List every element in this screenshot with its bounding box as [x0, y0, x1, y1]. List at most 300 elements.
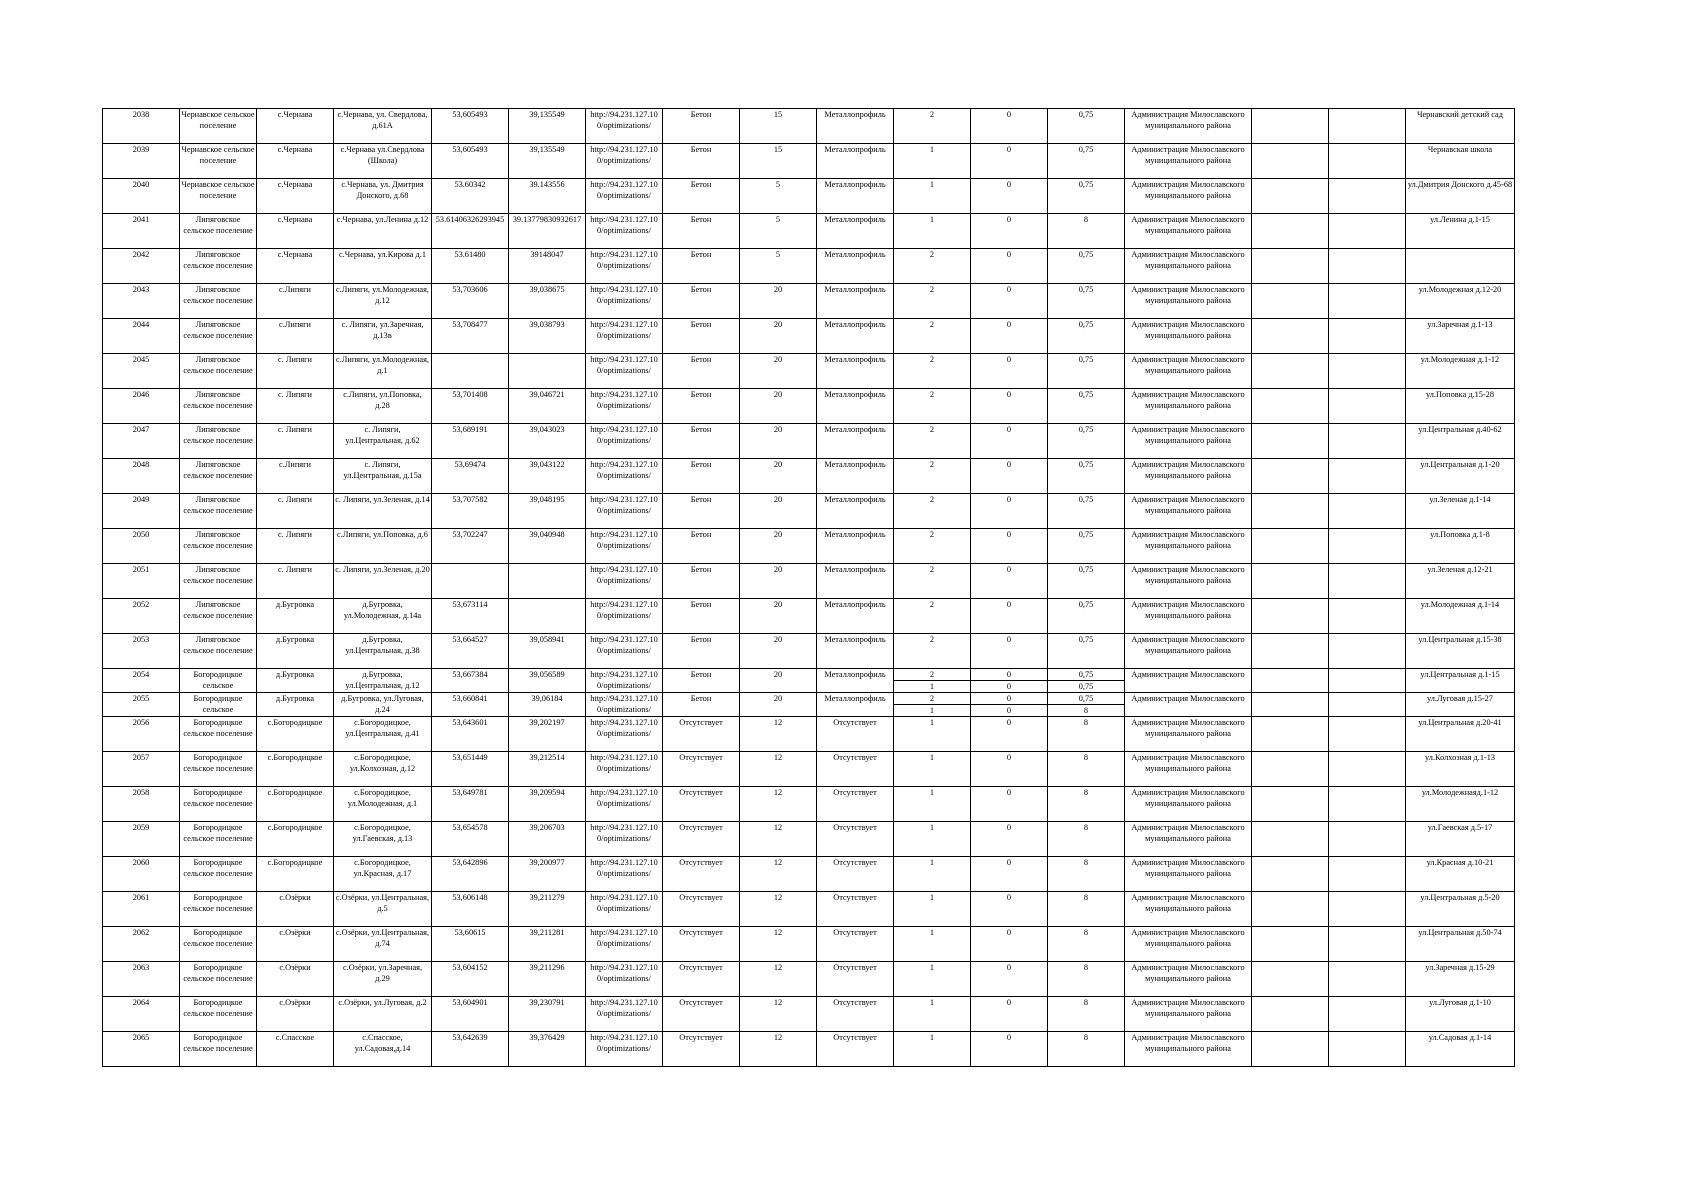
waste-source-cell: ул.Центральная д.20-41	[1406, 717, 1515, 752]
area-cell: 20	[740, 669, 817, 693]
empty-cell	[1329, 494, 1406, 529]
volume-cell: 0,75	[1048, 144, 1125, 179]
url-cell: http://94.231.127.10 0/optimizations/	[586, 564, 663, 599]
surface-cell: Бетон	[663, 354, 740, 389]
settlement-cell: Липяговское сельское поселение	[180, 599, 257, 634]
empty-cell	[1252, 962, 1329, 997]
row-number: 2054	[103, 669, 180, 693]
locality-cell: с.Чернава	[257, 109, 334, 144]
url-cell: http://94.231.127.10 0/optimizations/	[586, 997, 663, 1032]
waste-source-cell: ул.Центральная д.1-15	[1406, 669, 1515, 693]
row-number: 2065	[103, 1032, 180, 1067]
surface-cell: Бетон	[663, 319, 740, 354]
url-cell: http://94.231.127.10 0/optimizations/	[586, 634, 663, 669]
url-cell: http://94.231.127.10 0/optimizations/	[586, 354, 663, 389]
longitude-cell: 39,135549	[509, 109, 586, 144]
url-cell: http://94.231.127.10 0/optimizations/	[586, 752, 663, 787]
table-row	[103, 214, 1515, 249]
table-row	[103, 962, 1515, 997]
address-cell: д.Бугровка, ул.Центральная, д.12	[334, 669, 432, 693]
longitude-cell: 39,046721	[509, 389, 586, 424]
settlement-cell: Богородицкое сельское поселение	[180, 927, 257, 962]
table-row	[103, 669, 1515, 693]
locality-cell: с. Липяги	[257, 354, 334, 389]
empty-cell	[1252, 717, 1329, 752]
volume-cell: 0,75	[1048, 389, 1125, 424]
volume-cell: 0,75	[1048, 494, 1125, 529]
volume-cell: 0,75	[1048, 564, 1125, 599]
empty-cell	[1252, 857, 1329, 892]
row-number: 2045	[103, 354, 180, 389]
url-cell: http://94.231.127.10 0/optimizations/	[586, 962, 663, 997]
locality-cell: с.Спасское	[257, 1032, 334, 1067]
latitude-cell: 53,605493	[432, 109, 509, 144]
row-number: 2058	[103, 787, 180, 822]
waste-source-cell: Чернавский детский сад	[1406, 109, 1515, 144]
count-cell: 0	[971, 857, 1048, 892]
latitude-cell: 53,604152	[432, 962, 509, 997]
empty-cell	[1329, 564, 1406, 599]
surface-cell: Отсутствует	[663, 1032, 740, 1067]
empty-cell	[1329, 214, 1406, 249]
table-row	[103, 927, 1515, 962]
surface-cell: Бетон	[663, 144, 740, 179]
settlement-cell: Богородицкое сельское поселение	[180, 822, 257, 857]
owner-cell: Администрация Милославского муниципального района	[1125, 389, 1252, 424]
longitude-cell: 39,206703	[509, 822, 586, 857]
volume-cell: 0,75	[1048, 109, 1125, 144]
row-number: 2047	[103, 424, 180, 459]
volume-cell: 0,75	[1048, 459, 1125, 494]
waste-source-cell: ул.Заречная д.15-29	[1406, 962, 1515, 997]
area-cell: 20	[740, 634, 817, 669]
container-count-cell: 1	[894, 892, 971, 927]
longitude-cell: 39,202197	[509, 717, 586, 752]
locality-cell: д.Бугровка	[257, 599, 334, 634]
row-number: 2063	[103, 962, 180, 997]
empty-cell	[1329, 669, 1406, 693]
url-cell: http://94.231.127.10 0/optimizations/	[586, 284, 663, 319]
row-number: 2057	[103, 752, 180, 787]
url-cell: http://94.231.127.10 0/optimizations/	[586, 787, 663, 822]
row-number: 2062	[103, 927, 180, 962]
locality-cell: с. Липяги	[257, 529, 334, 564]
container-count-cell: 2	[894, 459, 971, 494]
empty-cell	[1329, 997, 1406, 1032]
area-cell: 20	[740, 599, 817, 634]
fence-cell: Металлопрофиль	[817, 319, 894, 354]
empty-cell	[1252, 599, 1329, 634]
owner-cell: Администрация Милославского муниципального района	[1125, 494, 1252, 529]
empty-cell	[1252, 634, 1329, 669]
area-cell: 20	[740, 354, 817, 389]
count-cell: 0	[971, 892, 1048, 927]
waste-source-cell: ул.Колхозная д.1-13	[1406, 752, 1515, 787]
surface-cell: Бетон	[663, 693, 740, 717]
latitude-cell: 53,651449	[432, 752, 509, 787]
address-cell: с.Озёрки, ул.Луговая, д.2	[334, 997, 432, 1032]
count-cell: 0	[971, 564, 1048, 599]
surface-cell: Отсутствует	[663, 997, 740, 1032]
fence-cell: Отсутствует	[817, 822, 894, 857]
longitude-cell	[509, 564, 586, 599]
settlement-cell: Богородицкое сельское поселение	[180, 717, 257, 752]
address-cell: с. Липяги, ул.Центральная, д.62	[334, 424, 432, 459]
surface-cell: Отсутствует	[663, 717, 740, 752]
surface-cell: Отсутствует	[663, 962, 740, 997]
empty-cell	[1252, 179, 1329, 214]
owner-cell: Администрация Милославского муниципального района	[1125, 717, 1252, 752]
settlement-cell: Богородицкое сельское поселение	[180, 787, 257, 822]
area-cell: 15	[740, 144, 817, 179]
fence-cell: Металлопрофиль	[817, 459, 894, 494]
row-number: 2041	[103, 214, 180, 249]
latitude-cell: 53,643601	[432, 717, 509, 752]
fence-cell: Металлопрофиль	[817, 634, 894, 669]
area-cell: 12	[740, 962, 817, 997]
owner-cell: Администрация Милославского муниципального района	[1125, 459, 1252, 494]
fence-cell: Металлопрофиль	[817, 693, 894, 717]
count-cell: 0	[971, 787, 1048, 822]
waste-source-cell: ул.Центральная д.40-62	[1406, 424, 1515, 459]
container-count-cell	[894, 669, 971, 693]
owner-cell: Администрация Милославского муниципального района	[1125, 927, 1252, 962]
empty-cell	[1329, 424, 1406, 459]
container-count-cell	[894, 693, 971, 717]
surface-cell: Бетон	[663, 109, 740, 144]
container-count-cell: 2	[894, 354, 971, 389]
owner-cell: Администрация Милославского	[1125, 669, 1252, 693]
row-number: 2055	[103, 693, 180, 717]
address-cell: с.Липяги, ул.Молодежная, д.12	[334, 284, 432, 319]
table-row	[103, 144, 1515, 179]
area-cell: 20	[740, 564, 817, 599]
volume-cell: 8	[1048, 857, 1125, 892]
url-cell: http://94.231.127.10 0/optimizations/	[586, 717, 663, 752]
row-number: 2064	[103, 997, 180, 1032]
registry-table	[102, 108, 1515, 1067]
fence-cell: Металлопрофиль	[817, 669, 894, 693]
fence-cell: Отсутствует	[817, 787, 894, 822]
settlement-cell: Богородицкое сельское поселение	[180, 892, 257, 927]
url-cell: http://94.231.127.10 0/optimizations/	[586, 822, 663, 857]
address-cell: д.Бугровка, ул.Луговая, д.24	[334, 693, 432, 717]
area-cell: 20	[740, 693, 817, 717]
locality-cell: д.Бугровка	[257, 634, 334, 669]
surface-cell: Отсутствует	[663, 752, 740, 787]
url-cell: http://94.231.127.10 0/optimizations/	[586, 892, 663, 927]
waste-source-cell: ул.Центральная д.15-38	[1406, 634, 1515, 669]
container-count-cell: 2	[894, 424, 971, 459]
owner-cell: Администрация Милославского муниципального района	[1125, 354, 1252, 389]
fence-cell: Отсутствует	[817, 962, 894, 997]
table-row	[103, 997, 1515, 1032]
fence-cell: Металлопрофиль	[817, 144, 894, 179]
row-number: 2048	[103, 459, 180, 494]
address-cell: с. Липяги, ул.Заречная, д.13в	[334, 319, 432, 354]
empty-cell	[1329, 109, 1406, 144]
owner-cell: Администрация Милославского муниципального района	[1125, 962, 1252, 997]
settlement-cell: Липяговское сельское поселение	[180, 634, 257, 669]
settlement-cell: Богородицкое сельское	[180, 669, 257, 693]
longitude-cell: 39,043023	[509, 424, 586, 459]
table-body	[103, 109, 1515, 1067]
settlement-cell: Липяговское сельское поселение	[180, 214, 257, 249]
latitude-cell: 53,689191	[432, 424, 509, 459]
longitude-cell: 39,211279	[509, 892, 586, 927]
longitude-cell: 39,056589	[509, 669, 586, 693]
owner-cell: Администрация Милославского муниципального района	[1125, 599, 1252, 634]
longitude-cell: 39,135549	[509, 144, 586, 179]
latitude-cell	[432, 564, 509, 599]
surface-cell: Бетон	[663, 494, 740, 529]
count-cell: 0	[971, 214, 1048, 249]
row-number: 2051	[103, 564, 180, 599]
waste-source-cell: ул.Луговая д.1-10	[1406, 997, 1515, 1032]
area-cell: 12	[740, 892, 817, 927]
table-row	[103, 1032, 1515, 1067]
locality-cell: с.Богородицкое	[257, 717, 334, 752]
surface-cell: Бетон	[663, 389, 740, 424]
waste-source-cell: ул.Центральная д.5-20	[1406, 892, 1515, 927]
longitude-cell: 39,06184	[509, 693, 586, 717]
volume-cell: 8	[1048, 214, 1125, 249]
address-cell: д.Бугровка, ул.Центральная, д.38	[334, 634, 432, 669]
container-count-cell: 2	[894, 319, 971, 354]
area-cell: 12	[740, 857, 817, 892]
container-count-cell: 1	[894, 962, 971, 997]
row-number: 2040	[103, 179, 180, 214]
empty-cell	[1329, 599, 1406, 634]
settlement-cell: Липяговское сельское поселение	[180, 354, 257, 389]
count-cell: 0	[971, 997, 1048, 1032]
area-cell: 20	[740, 459, 817, 494]
container-count-cell: 2	[894, 693, 970, 705]
count-cell: 0	[971, 249, 1048, 284]
settlement-cell: Липяговское сельское поселение	[180, 424, 257, 459]
url-cell: http://94.231.127.10 0/optimizations/	[586, 599, 663, 634]
address-cell: с. Липяги, ул.Зеленая, д.14	[334, 494, 432, 529]
volume-cell: 8	[1048, 822, 1125, 857]
count-cell: 0	[971, 822, 1048, 857]
volume-cell	[1048, 669, 1125, 693]
locality-cell: с.Липяги	[257, 284, 334, 319]
container-count-cell: 1	[894, 214, 971, 249]
longitude-cell: 39148047	[509, 249, 586, 284]
empty-cell	[1329, 693, 1406, 717]
fence-cell: Отсутствует	[817, 892, 894, 927]
empty-cell	[1252, 927, 1329, 962]
container-count-cell: 2	[894, 564, 971, 599]
empty-cell	[1329, 284, 1406, 319]
surface-cell: Отсутствует	[663, 822, 740, 857]
count-cell: 0	[971, 752, 1048, 787]
locality-cell: с. Липяги	[257, 494, 334, 529]
surface-cell: Бетон	[663, 249, 740, 284]
area-cell: 5	[740, 179, 817, 214]
empty-cell	[1329, 927, 1406, 962]
empty-cell	[1252, 109, 1329, 144]
longitude-cell	[509, 599, 586, 634]
url-cell: http://94.231.127.10 0/optimizations/	[586, 669, 663, 693]
volume-cell	[1048, 693, 1125, 717]
area-cell: 20	[740, 494, 817, 529]
table-row	[103, 354, 1515, 389]
empty-cell	[1252, 144, 1329, 179]
volume-cell: 8	[1048, 1032, 1125, 1067]
table-row	[103, 752, 1515, 787]
owner-cell: Администрация Милославского муниципального района	[1125, 752, 1252, 787]
empty-cell	[1252, 822, 1329, 857]
volume-cell: 8	[1048, 717, 1125, 752]
empty-cell	[1329, 249, 1406, 284]
table-row	[103, 787, 1515, 822]
volume-cell: 0,75	[1048, 319, 1125, 354]
empty-cell	[1329, 1032, 1406, 1067]
settlement-cell: Липяговское сельское поселение	[180, 459, 257, 494]
volume-cell: 8	[1048, 962, 1125, 997]
locality-cell: с. Липяги	[257, 424, 334, 459]
latitude-cell: 53,69474	[432, 459, 509, 494]
address-cell: с.Богородицкое, ул.Красная, д.17	[334, 857, 432, 892]
container-count-cell: 1	[894, 752, 971, 787]
container-count-cell: 1	[894, 927, 971, 962]
waste-source-cell: ул.Ленина д.1-15	[1406, 214, 1515, 249]
count-cell: 0	[971, 144, 1048, 179]
address-cell: с.Липяги, ул.Молодежная, д.1	[334, 354, 432, 389]
longitude-cell: 39,043122	[509, 459, 586, 494]
owner-cell: Администрация Милославского муниципального района	[1125, 892, 1252, 927]
owner-cell: Администрация Милославского муниципального района	[1125, 822, 1252, 857]
latitude-cell: 53.61480	[432, 249, 509, 284]
empty-cell	[1252, 1032, 1329, 1067]
address-cell: с.Озёрки, ул.Центральная, д.74	[334, 927, 432, 962]
locality-cell: с.Богородицкое	[257, 822, 334, 857]
container-count-cell: 1	[894, 857, 971, 892]
count-cell: 0	[1006, 682, 1012, 691]
area-cell: 20	[740, 424, 817, 459]
volume-cell: 8	[1048, 752, 1125, 787]
address-cell: с.Богородицкое, ул.Гаевская, д.13	[334, 822, 432, 857]
table-row	[103, 717, 1515, 752]
surface-cell: Бетон	[663, 529, 740, 564]
locality-cell: с.Озёрки	[257, 962, 334, 997]
latitude-cell: 53,707582	[432, 494, 509, 529]
address-cell: с.Чернава ул.Свердлова (Школа)	[334, 144, 432, 179]
settlement-cell: Липяговское сельское поселение	[180, 319, 257, 354]
address-cell: с.Липяги, ул.Поповка, д.28	[334, 389, 432, 424]
row-number: 2044	[103, 319, 180, 354]
owner-cell: Администрация Милославского муниципального района	[1125, 787, 1252, 822]
waste-source-cell: ул.Зеленая д.1-14	[1406, 494, 1515, 529]
table-row	[103, 389, 1515, 424]
table-row	[103, 857, 1515, 892]
table-row	[103, 249, 1515, 284]
table-row	[103, 109, 1515, 144]
url-cell: http://94.231.127.10 0/optimizations/	[586, 529, 663, 564]
row-number: 2043	[103, 284, 180, 319]
longitude-cell: 39,212514	[509, 752, 586, 787]
count-cell: 0	[971, 717, 1048, 752]
count-cell: 0	[971, 319, 1048, 354]
owner-cell: Администрация Милославского муниципального района	[1125, 284, 1252, 319]
table-row	[103, 319, 1515, 354]
longitude-cell: 39,200977	[509, 857, 586, 892]
settlement-cell: Богородицкое сельское поселение	[180, 752, 257, 787]
settlement-cell: Богородицкое сельское поселение	[180, 1032, 257, 1067]
fence-cell: Металлопрофиль	[817, 214, 894, 249]
url-cell: http://94.231.127.10 0/optimizations/	[586, 459, 663, 494]
fence-cell: Отсутствует	[817, 752, 894, 787]
latitude-cell: 53,701408	[432, 389, 509, 424]
volume-cell: 0,75	[1048, 354, 1125, 389]
empty-cell	[1252, 997, 1329, 1032]
address-cell: с.Чернава, ул. Дмитрия Донского, д.68	[334, 179, 432, 214]
settlement-cell: Липяговское сельское поселение	[180, 389, 257, 424]
empty-cell	[1252, 669, 1329, 693]
empty-cell	[1252, 494, 1329, 529]
owner-cell: Администрация Милославского муниципального района	[1125, 249, 1252, 284]
surface-cell: Бетон	[663, 214, 740, 249]
table-row	[103, 564, 1515, 599]
row-number: 2038	[103, 109, 180, 144]
longitude-cell: 39,058941	[509, 634, 586, 669]
owner-cell: Администрация Милославского муниципального района	[1125, 319, 1252, 354]
address-cell: с.Чернава, ул.Ленина д.12	[334, 214, 432, 249]
locality-cell: с.Чернава	[257, 144, 334, 179]
empty-cell	[1329, 892, 1406, 927]
empty-cell	[1252, 752, 1329, 787]
container-count-cell: 1	[894, 1032, 971, 1067]
owner-cell: Администрация Милославского муниципального района	[1125, 214, 1252, 249]
owner-cell: Администрация Милославского муниципального района	[1125, 1032, 1252, 1067]
longitude-cell: 39,209594	[509, 787, 586, 822]
count-cell: 0	[971, 459, 1048, 494]
container-count-cell: 2	[894, 669, 970, 681]
row-number: 2050	[103, 529, 180, 564]
empty-cell	[1329, 634, 1406, 669]
area-cell: 20	[740, 529, 817, 564]
volume-cell: 0,75	[1048, 634, 1125, 669]
row-number: 2053	[103, 634, 180, 669]
latitude-cell: 53.60342	[432, 179, 509, 214]
area-cell: 20	[740, 389, 817, 424]
table-row	[103, 822, 1515, 857]
longitude-cell: 39.13779830932617	[509, 214, 586, 249]
empty-cell	[1252, 424, 1329, 459]
waste-source-cell: ул.Центральная д.50-74	[1406, 927, 1515, 962]
address-cell: с.Озёрки, ул.Заречная, д.29	[334, 962, 432, 997]
volume-cell: 8	[1048, 892, 1125, 927]
locality-cell: с. Липяги	[257, 389, 334, 424]
volume-cell: 0,75	[1048, 179, 1125, 214]
table-row	[103, 284, 1515, 319]
surface-cell: Отсутствует	[663, 857, 740, 892]
longitude-cell	[509, 354, 586, 389]
latitude-cell: 53,667384	[432, 669, 509, 693]
locality-cell: с.Чернава	[257, 214, 334, 249]
empty-cell	[1329, 459, 1406, 494]
table-row	[103, 892, 1515, 927]
waste-source-cell: ул.Заречная д.1-13	[1406, 319, 1515, 354]
table-row	[103, 599, 1515, 634]
area-cell: 12	[740, 717, 817, 752]
owner-cell: Администрация Милославского муниципального района	[1125, 179, 1252, 214]
fence-cell: Отсутствует	[817, 1032, 894, 1067]
address-cell: с.Богородицкое, ул.Молодежная, д.1	[334, 787, 432, 822]
fence-cell: Металлопрофиль	[817, 564, 894, 599]
count-cell: 0	[971, 634, 1048, 669]
